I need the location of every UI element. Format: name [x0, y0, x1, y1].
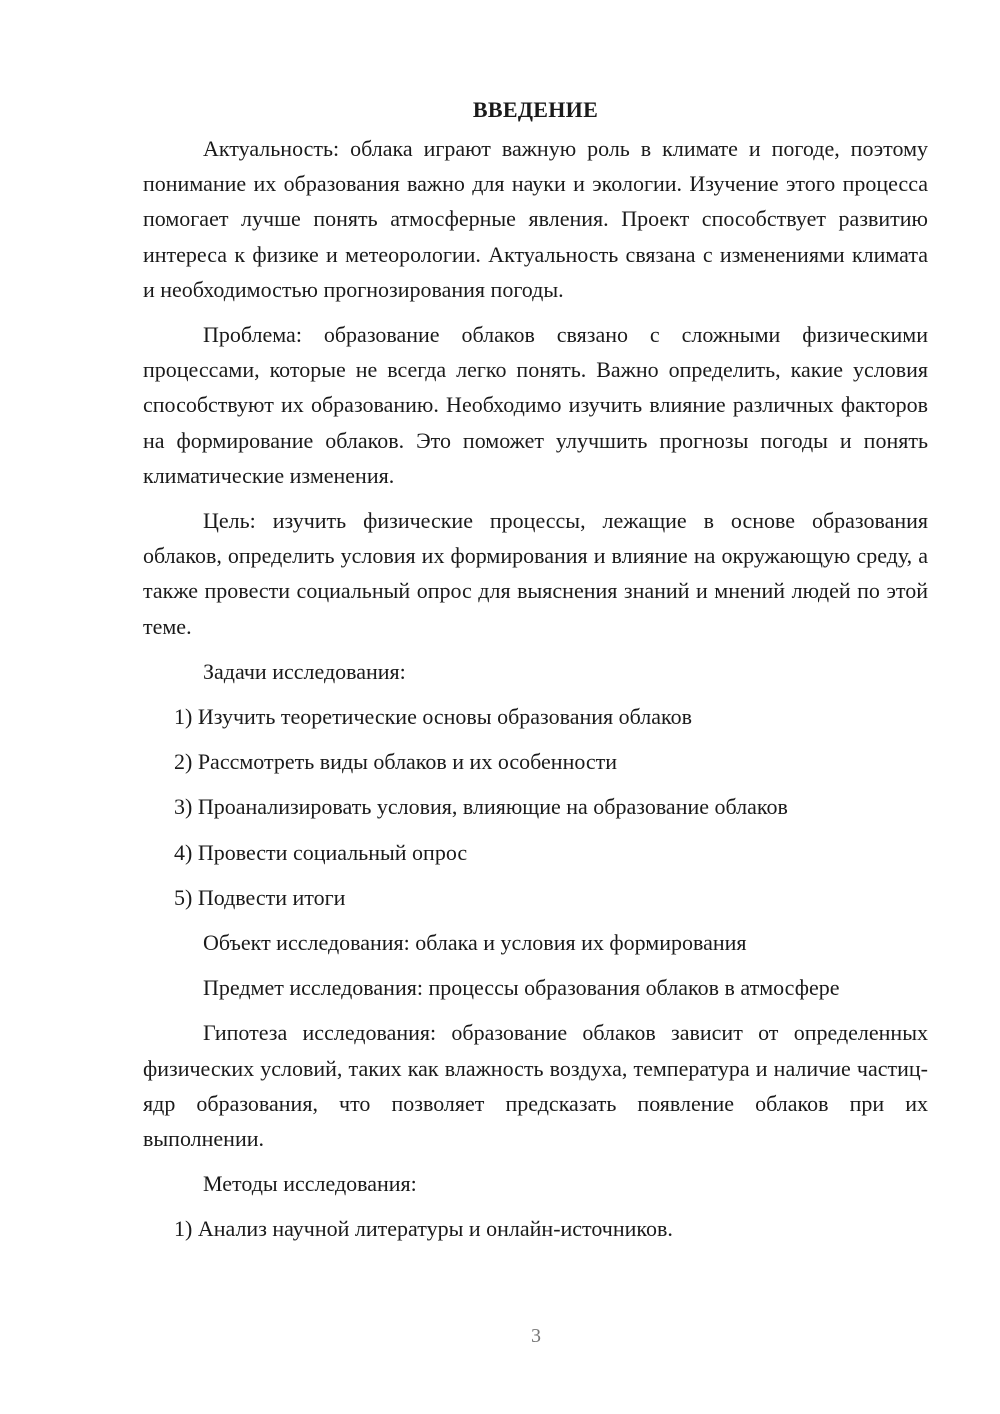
task-item: 4) Провести социальный опрос	[174, 839, 468, 865]
document-page	[143, 92, 928, 1257]
method-item: 1) Анализ научной литературы и онлайн-источников.	[174, 1216, 673, 1242]
paragraph-problem: Проблема: образование облаков связано с сложными физическими процессами, которые не всегда легко понять. Важно определить, какие условия способствуют их образованию. Необходимо изучить влияние различных факторов на формирование облаков. Это поможет улучшить прогнозы погоды и понять климатические изменения.	[143, 322, 928, 488]
research-subject: Предмет исследования: процессы образования облаков в атмосфере	[203, 975, 840, 1001]
task-item: 2) Рассмотреть виды облаков и их особенности	[174, 749, 618, 775]
paragraph-relevance: Актуальность: облака играют важную роль в климате и погоде, поэтому понимание их образования важно для науки и экологии. Изучение этого процесса помогает лучше понять атмосферные явления. Проект способствует развитию интереса к физике и метеорологии. Актуальность связана с изменениями климата и необходимостью прогнозирования погоды.	[143, 136, 928, 302]
task-item: 1) Изучить теоретические основы образования облаков	[174, 704, 692, 730]
page-number: 3	[531, 1325, 541, 1347]
research-object: Объект исследования: облака и условия их формирования	[203, 930, 747, 956]
page-title: ВВЕДЕНИЕ	[472, 97, 599, 122]
paragraph-hypothesis: Гипотеза исследования: образование облаков зависит от определенных физических условий, таких как влажность воздуха, температура и наличие частиц-ядр образования, что позволяет предсказать появление облаков при их выполнении.	[143, 1020, 928, 1152]
task-item: 5) Подвести итоги	[174, 884, 346, 910]
paragraph-goal: Цель: изучить физические процессы, лежащие в основе образования облаков, определить условия их формирования и влияние на окружающую среду, а также провести социальный опрос для выяснения знаний и мнений людей по этой теме.	[143, 508, 928, 639]
tasks-heading: Задачи исследования:	[203, 658, 406, 684]
task-item: 3) Проанализировать условия, влияющие на образование облаков	[174, 794, 788, 820]
methods-heading: Методы исследования:	[203, 1171, 417, 1197]
